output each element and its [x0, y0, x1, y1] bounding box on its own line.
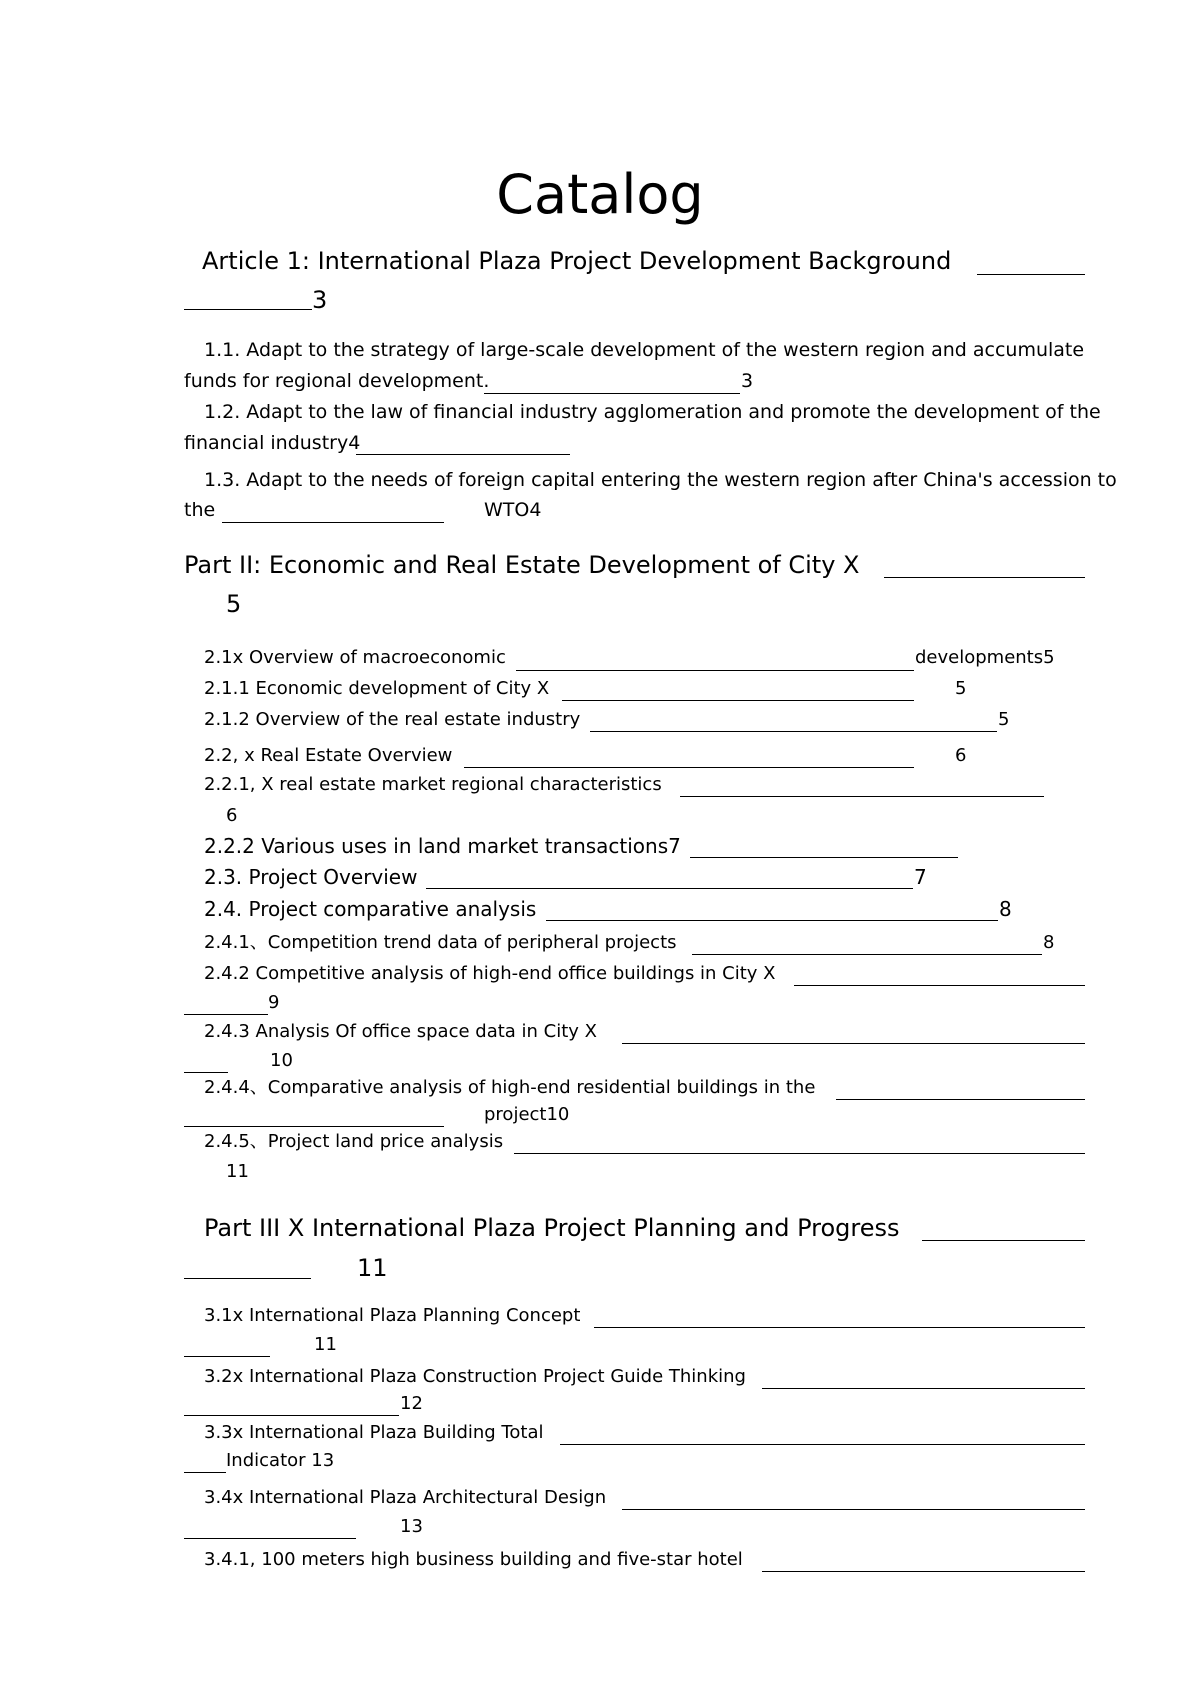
leader-line: [922, 1240, 1085, 1241]
toc-page-number: project10: [484, 1104, 570, 1125]
toc-entry-3-4[interactable]: [204, 1484, 606, 1511]
toc-entry-part-3[interactable]: [204, 1211, 899, 1245]
toc-entry-1-1-cont: funds for regional development.: [184, 370, 490, 392]
leader-line: [622, 1043, 1085, 1044]
toc-page-number: 5: [998, 709, 1010, 730]
toc-entry-label: 3.4x International Plaza Architectural Design: [204, 1487, 607, 1508]
toc-entry-2-4-1[interactable]: [204, 929, 677, 956]
toc-page-number: 3: [741, 370, 754, 392]
toc-entry-2-4-4[interactable]: [204, 1074, 815, 1101]
toc-entry-2-2-2[interactable]: [204, 832, 681, 860]
leader-line: [184, 1014, 268, 1015]
toc-page-number: 12: [400, 1393, 423, 1414]
toc-entry-2-1-1[interactable]: [204, 675, 549, 702]
leader-line: [884, 577, 1085, 578]
toc-page-number: 11: [314, 1334, 337, 1355]
toc-page-number: 5: [955, 678, 967, 699]
leader-line: [516, 670, 914, 671]
toc-entry-label: 1.2. Adapt to the law of financial industry agglomeration and promote the development of the: [204, 401, 1101, 423]
toc-page-number: 9: [268, 992, 280, 1013]
toc-page-number: developments5: [915, 647, 1055, 668]
leader-line: [426, 888, 913, 889]
toc-entry-label: 2.1.2 Overview of the real estate industry: [204, 709, 581, 730]
toc-entry-2-2-1[interactable]: [204, 771, 662, 798]
toc-entry-label: 2.2, x Real Estate Overview: [204, 745, 453, 766]
toc-entry-1-2-cont: financial industry4: [184, 432, 361, 454]
toc-entry-label: 2.4.3 Analysis Of office space data in City X: [204, 1021, 597, 1042]
toc-entry-3-4-1[interactable]: [204, 1546, 743, 1573]
toc-entry-3-3[interactable]: [204, 1419, 543, 1446]
toc-entry-1-2[interactable]: [204, 398, 1101, 426]
toc-entry-1-3[interactable]: [204, 466, 1117, 494]
toc-entry-label: 2.2.1, X real estate market regional characteristics: [204, 774, 662, 795]
toc-entry-2-4[interactable]: [204, 895, 536, 923]
leader-line: [762, 1388, 1085, 1389]
toc-entry-label: Article 1: International Plaza Project Development Background: [202, 247, 952, 275]
toc-entry-label: 2.4.2 Competitive analysis of high-end office buildings in City X: [204, 963, 776, 984]
toc-entry-3-2[interactable]: [204, 1363, 746, 1390]
toc-entry-2-1[interactable]: [204, 644, 506, 671]
leader-line: [794, 985, 1085, 986]
toc-page-number: 11: [226, 1161, 249, 1182]
leader-line: [590, 731, 997, 732]
leader-line: [184, 1278, 311, 1279]
leader-line: [836, 1099, 1085, 1100]
toc-entry-label: 3.4.1, 100 meters high business building and five-star hotel: [204, 1549, 743, 1570]
leader-line: [680, 796, 1044, 797]
leader-line: [560, 1444, 1085, 1445]
toc-page-number: WTO4: [484, 499, 542, 521]
leader-line: [484, 393, 740, 394]
leader-line: [184, 1538, 356, 1539]
toc-page-number: 8: [999, 897, 1012, 921]
toc-entry-label: 2.4.1、Competition trend data of peripheral projects: [204, 932, 677, 953]
toc-entry-1-1[interactable]: [204, 336, 1084, 364]
toc-entry-label: 2.1.1 Economic development of City X: [204, 678, 550, 699]
toc-entry-label: Part II: Economic and Real Estate Development of City X: [184, 551, 860, 579]
toc-page-number: 8: [1043, 932, 1055, 953]
leader-line: [594, 1327, 1085, 1328]
toc-page-number: Indicator 13: [226, 1450, 335, 1471]
toc-page-number: 11: [357, 1254, 388, 1282]
toc-entry-label: 2.4.5、Project land price analysis: [204, 1131, 504, 1152]
leader-line: [184, 1472, 226, 1473]
toc-entry-3-1[interactable]: [204, 1302, 580, 1329]
toc-entry-label: 2.1x Overview of macroeconomic: [204, 647, 506, 668]
toc-page-number: 6: [226, 805, 238, 826]
toc-entry-label: 2.2.2 Various uses in land market transactions7: [204, 834, 681, 858]
leader-line: [356, 454, 570, 455]
toc-page-number: 13: [400, 1516, 423, 1537]
toc-entry-label: 3.2x International Plaza Construction Project Guide Thinking: [204, 1366, 746, 1387]
toc-entry-2-4-2[interactable]: [204, 960, 776, 987]
toc-entry-label: 3.3x International Plaza Building Total: [204, 1422, 544, 1443]
toc-entry-2-3[interactable]: [204, 863, 417, 891]
toc-entry-label: 1.1. Adapt to the strategy of large-scale development of the western region and accumulate: [204, 339, 1085, 361]
toc-page-number: 7: [914, 865, 927, 889]
leader-line: [690, 857, 958, 858]
leader-line: [184, 309, 312, 310]
toc-page-number: 3: [312, 286, 328, 314]
leader-line: [514, 1153, 1085, 1154]
leader-line: [464, 767, 914, 768]
toc-entry-2-4-3[interactable]: [204, 1018, 597, 1045]
leader-line: [546, 920, 998, 921]
toc-entry-article-1[interactable]: [202, 244, 951, 278]
toc-entry-label: 3.1x International Plaza Planning Concept: [204, 1305, 581, 1326]
toc-entry-2-1-2[interactable]: [204, 706, 580, 733]
leader-line: [184, 1415, 399, 1416]
leader-line: [622, 1509, 1085, 1510]
leader-line: [184, 1126, 444, 1127]
toc-entry-label: 2.3. Project Overview: [204, 865, 418, 889]
toc-entry-label: 2.4. Project comparative analysis: [204, 897, 537, 921]
leader-line: [184, 1356, 270, 1357]
toc-page-number: 10: [270, 1050, 293, 1071]
toc-entry-1-3-cont: the: [184, 499, 216, 521]
page-title: Catalog: [496, 163, 704, 226]
toc-entry-part-2[interactable]: [184, 548, 860, 582]
toc-page-number: 5: [226, 590, 242, 618]
leader-line: [762, 1571, 1085, 1572]
toc-entry-2-4-5[interactable]: [204, 1128, 503, 1155]
toc-entry-label: 2.4.4、Comparative analysis of high-end residential buildings in the: [204, 1077, 816, 1098]
leader-line: [692, 954, 1042, 955]
toc-entry-label: 1.3. Adapt to the needs of foreign capital entering the western region after China's accession to: [204, 469, 1117, 491]
leader-line: [562, 700, 914, 701]
leader-line: [977, 274, 1085, 275]
toc-entry-2-2[interactable]: [204, 742, 452, 769]
toc-page-number: 6: [955, 745, 967, 766]
leader-line: [184, 1072, 228, 1073]
leader-line: [222, 522, 444, 523]
toc-entry-label: Part III X International Plaza Project Planning and Progress: [204, 1214, 900, 1242]
